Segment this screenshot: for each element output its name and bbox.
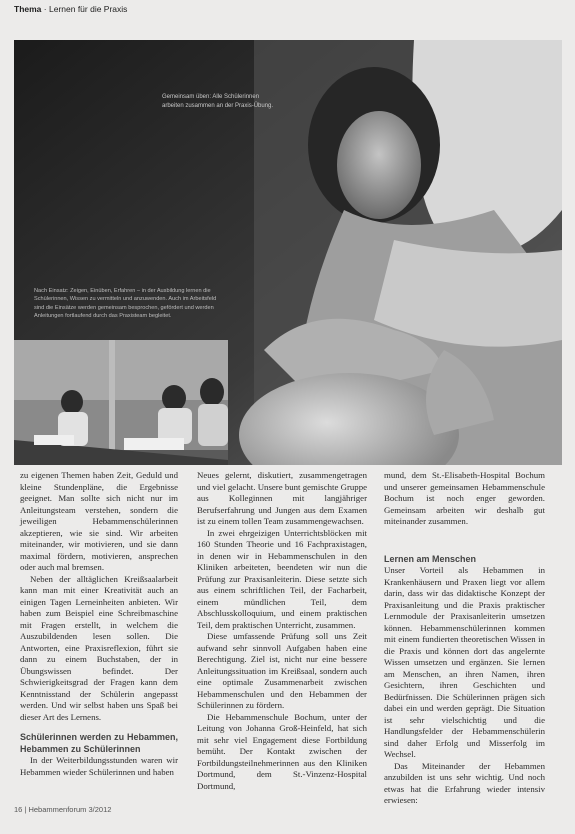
lead-photo (14, 40, 562, 465)
header-separator: · (43, 4, 49, 14)
paragraph: In zwei ehrgeizigen Unterrichtsblöcken mit 160 Stunden Theorie und 16 Fachpraxistagen, in denen wir in Hebammenschulen in den Kliniken arbeiteten, beendeten wir nun die Prüfung zur Praxisanleiterin. Diese setzte sich aus einem schriftlichen Teil, der Facharbeit, einem mündlichen Teil, dem Abschlusskolloquium, und einem praktischen Teil, dem praktischen Unterricht, zusammen. (197, 527, 367, 630)
text-column-3 (384, 470, 545, 807)
section-label: Thema (14, 4, 42, 14)
paragraph: Neues gelernt, diskutiert, zusammengetragen und viel gelacht. Unsere bunt gemischte Gruppe aus Kolleginnen mit langjähriger Berufserfahrung und Jungen aus dem Examen ist zu einem tollen Team zusammengewachsen. (197, 470, 367, 526)
paragraph: Diese umfassende Prüfung soll uns Zeit aufwand sehr sinnvoll Aufgaben haben eine Berechtigung. Ziel ist, nicht nur eine bessere Anleitungssituation im Kreißsaal, sondern auch eine optimale Zusammenarbeit zwischen Hebammenschulen und den Hebammen der Schülerinnen zu fördern. (197, 631, 367, 710)
paragraph: Unser Vorteil als Hebammen in Krankenhäusern und Praxen liegt vor allem darin, dass wir das didaktische Konzept der Praxisanleitung und die Praxis praktischer Lernmodule der Praxisanleiterin umsetzen können. Hebammenschülerinnen kommen mit einem fundierten theoretischen Wissen in die Praxis und können dort das angelernte Wissen umsetzen und ergänzen. Sie lernen am Menschen, an ihren Namen, ihren Gesichtern, ihren Geschichten und Bedürfnissen. Die Schülerinnen prägen sich dabei ein und werden geprägt. Die Situation ist sehr vielschichtig und die Handlungsfelder der Hebammenschülerin sind daher Erfolg und Misserfolg im Wechsel. (384, 565, 545, 759)
paragraph: Das Miteinander der Hebammen anzubilden ist uns sehr wichtig. Und noch etwas hat die Erfahrung wieder intensiv erwiesen: (384, 760, 545, 805)
paragraph: mund, dem St.-Elisabeth-Hospital Bochum und unserer gemeinsamen Hebammenschule Bochum ist noch enger geworden. Gemeinsam arbeiten wir deshalb gut miteinander zusammen. (384, 470, 545, 526)
subheading: Lernen am Menschen (384, 553, 477, 564)
classroom-inset-photo (14, 340, 228, 465)
running-header (14, 4, 127, 14)
photo-caption-top: Gemeinsam üben: Alle Schülerinnen arbeiten zusammen an der Praxis-Übung. (162, 94, 274, 109)
page-footer: 16 | Hebammenforum 3/2012 (14, 805, 112, 814)
text-column-1 (20, 470, 178, 778)
photo-caption-inset: Nach Einsatz: Zeigen, Einüben, Erfahren – in der Ausbildung lernen die Schülerinnen, Wissen zu vermitteln und anzuwenden. Auch im Arbeitsfeld sind die Einsätze werden gemeinsam besprochen, gefördert und werden Anleitungen fortlaufend durch das Praxisteam begleitet. (34, 288, 217, 319)
paragraph: zu eigenen Themen haben Zeit, Geduld und kleine Stundenpläne, die Ergebnisse geeignet. Man sollte sich nicht nur im Anleitungsteam verstehen, sondern die jeweiligen Hebammenschülerinnen akzeptieren, wie sie sind. Wir arbeiten miteinander, wir motivieren, und sie dann maximal fördern, motivieren, ansprechen oder auch mal bremsen. (20, 470, 178, 572)
text-column-2 (197, 470, 367, 792)
paragraph: Neben der alltäglichen Kreißsaalarbeit kann man mit einer Kreativität auch an einigen Tagen Lerneinheiten anbieten. Wir haben zum Beispiel eine Schreibmaschine mit Fragen erstellt, in welchem die Auszubildenden lesen sollen. Die Antworten, eine Praxisreflexion, führt sie dann zu einem Buchstaben, der in Übungswissen befindet. Der Schwierigkeitsgrad der Fragen kann dem Kenntnisstand der Schülerin angepasst werden. Und wir selbst haben uns Spaß bei dieser Art des Lernens. (20, 573, 178, 722)
paragraph: Die Hebammenschule Bochum, unter der Leitung von Johanna Groß-Heinfeld, hat sich mit sehr viel Engagement diese Fortbildung bemüht. Der Kontakt zwischen der Fortbildungsteilnehmerinnen aus den Kliniken Dortmund, dem St.-Vinzenz-Hospital Dortmund, (197, 711, 367, 791)
section-title: Lernen für die Praxis (48, 4, 128, 14)
subheading: Schülerinnen werden zu Hebammen, Hebammen zu Schülerinnen (20, 732, 178, 754)
paragraph: In der Weiterbildungsstunden waren wir Hebammen wieder Schülerinnen und haben (20, 755, 178, 777)
